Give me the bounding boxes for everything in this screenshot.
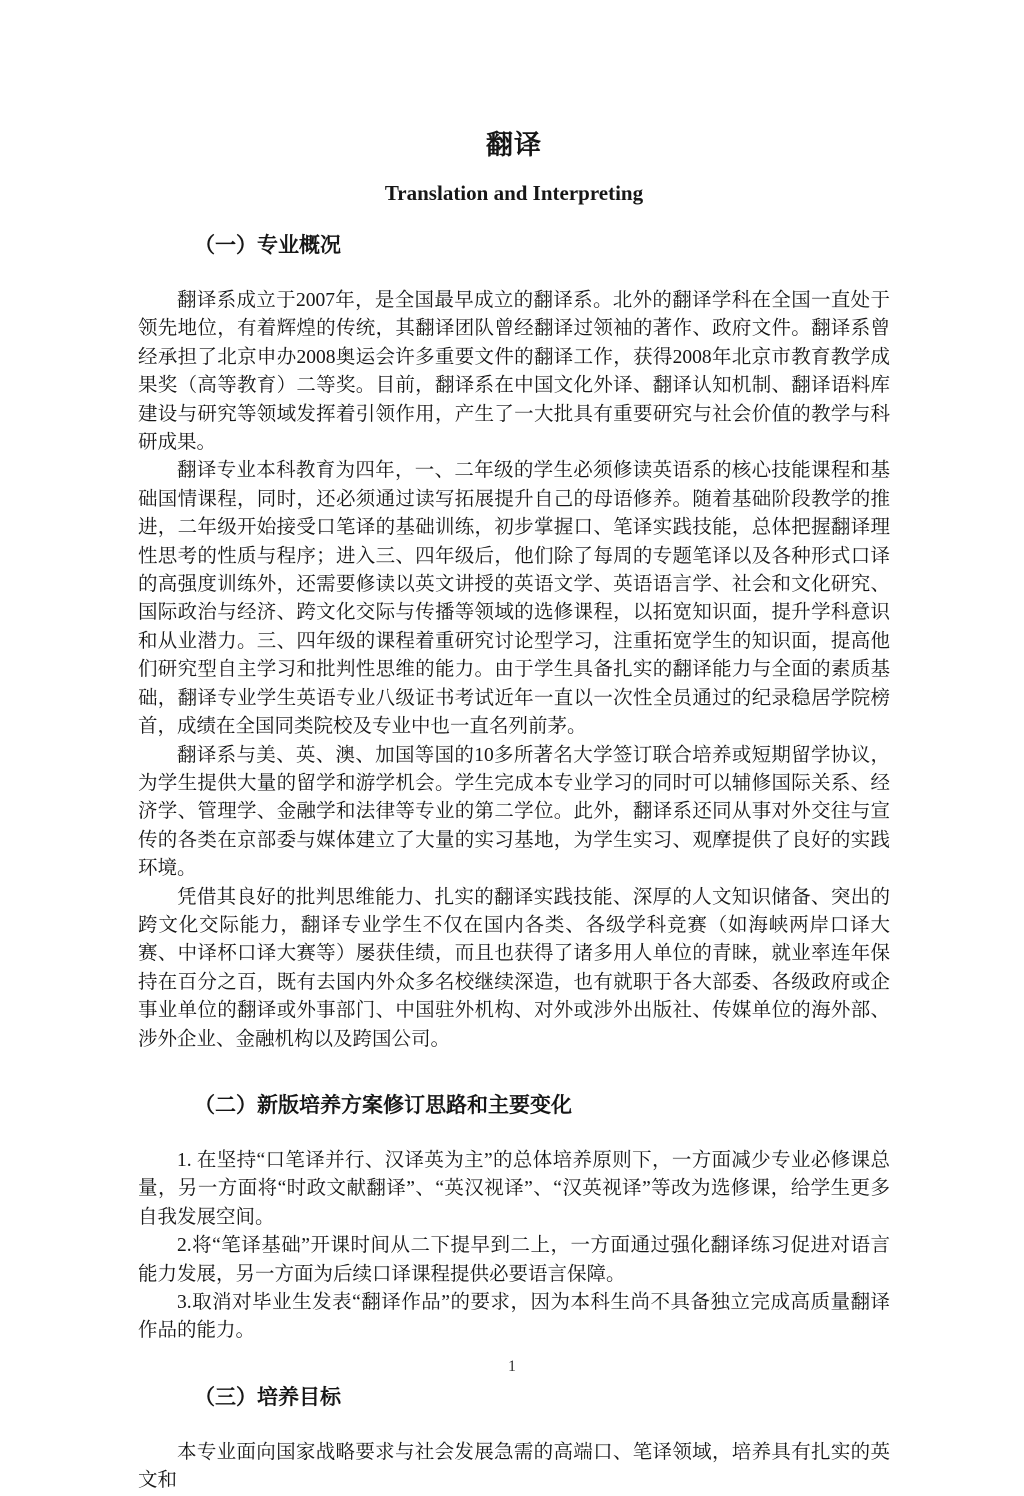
paragraph: 本专业面向国家战略要求与社会发展急需的高端口、笔译领域，培养具有扎实的英文和	[138, 1441, 890, 1492]
section-heading-overview: （一）专业概况	[194, 234, 341, 257]
paragraph: 翻译系成立于2007年，是全国最早成立的翻译系。北外的翻译学科在全国一直处于领先地位，有着辉煌的传统，其翻译团队曾经翻译过领袖的著作、政府文件。翻译系曾经承担了北京申办2008奥运会许多重要文件的翻译工作，获得2008年北京市教育教学成果奖（高等教育）二等奖。目前，翻译系在中国文化外译、翻译认知机制、翻译语料库建设与研究等领域发挥着引领作用，产生了一大批具有重要研究与社会价值的教学与科研成果。	[138, 290, 890, 454]
section-body-objectives	[138, 1439, 890, 1496]
page-subtitle: Translation and Interpreting	[384, 181, 644, 205]
paragraph: 翻译专业本科教育为四年，一、二年级的学生必须修读英语系的核心技能课程和基础国情课程，同时，还必须通过读写拓展提升自己的母语修养。随着基础阶段教学的推进，二年级开始接受口笔译的基础训练，初步掌握口、笔译实践技能，总体把握翻译理性思考的性质与程序；进入三、四年级后，他们除了每周的专题笔译以及各种形式口译的高强度训练外，还需要修读以英文讲授的英语文学、英语语言学、社会和文化研究、国际政治与经济、跨文化交际与传播等领域的选修课程，以拓宽知识面，提升学科意识和从业潜力。三、四年级的课程着重研究讨论型学习，注重拓宽学生的知识面，提高他们研究型自主学习和批判性思维的能力。由于学生具备扎实的翻译能力与全面的素质基础，翻译专业学生英语专业八级证书考试近年一直以一次性全员通过的纪录稳居学院榜首，成绩在全国同类院校及专业中也一直名列前茅。	[138, 460, 890, 738]
section-heading-revisions: （二）新版培养方案修订思路和主要变化	[194, 1093, 572, 1117]
section-body-overview	[138, 287, 890, 1054]
paragraph: 凭借其良好的批判思维能力、扎实的翻译实践技能、深厚的人文知识储备、突出的跨文化交际能力，翻译专业学生不仅在国内各类、各级学科竞赛（如海峡两岸口译大赛、中译杯口译大赛等）屡获佳绩，而且也获得了诸多用人单位的青睐，就业率连年保持在百分之百，既有去国内外众多名校继续深造，也有就职于各大部委、各级政府或企事业单位的翻译或外事部门、中国驻外机构、对外或涉外出版社、传媒单位的海外部、涉外企业、金融机构以及跨国公司。	[138, 886, 890, 1050]
page-number: 1	[508, 1358, 516, 1375]
section-heading-objectives: （三）培养目标	[194, 1385, 341, 1409]
paragraph: 3.取消对毕业生发表“翻译作品”的要求，因为本科生尚不具备独立完成高质量翻译作品的能力。	[138, 1292, 890, 1342]
paragraph: 1. 在坚持“口笔译并行、汉译英为主”的总体培养原则下，一方面减少专业必修课总量，另一方面将“时政文献翻译”、“英汉视译”、“汉英视译”等改为选修课，给学生更多自我发展空间。	[138, 1149, 890, 1228]
page-title: 翻译	[486, 130, 542, 160]
section-body-revisions	[138, 1147, 890, 1346]
paragraph: 2.将“笔译基础”开课时间从二下提早到二上，一方面通过强化翻译练习促进对语言能力发展，另一方面为后续口译课程提供必要语言保障。	[138, 1235, 890, 1285]
paragraph: 翻译系与美、英、澳、加国等国的10多所著名大学签订联合培养或短期留学协议，为学生提供大量的留学和游学机会。学生完成本专业学习的同时可以辅修国际关系、经济学、管理学、金融学和法律等专业的第二学位。此外，翻译系还同从事对外交往与宣传的各类在京部委与媒体建立了大量的实习基地，为学生实习、观摩提供了良好的实践环境。	[138, 744, 890, 880]
